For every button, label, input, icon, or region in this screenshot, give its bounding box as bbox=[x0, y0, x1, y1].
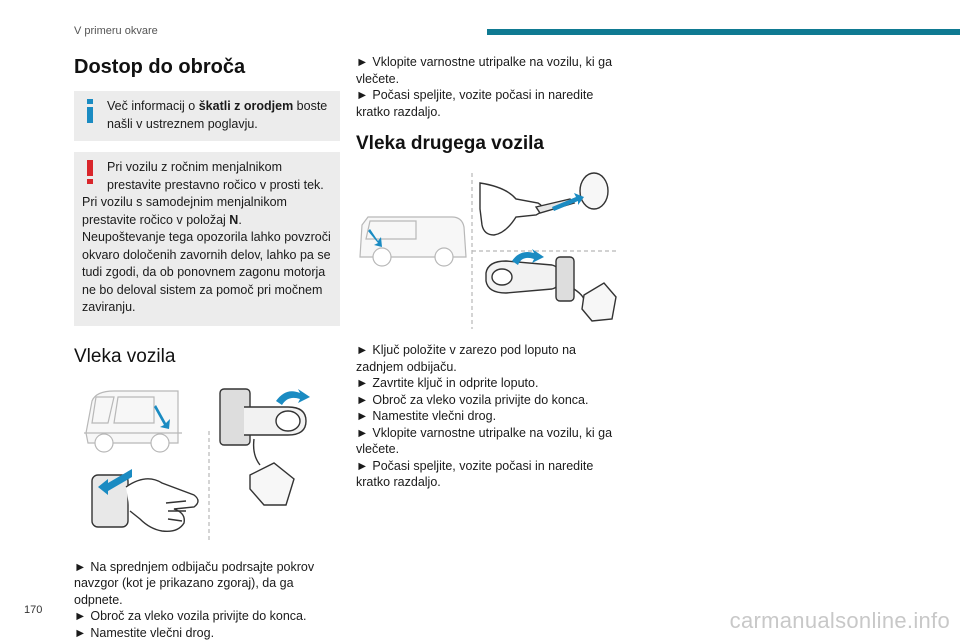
towing-other-steps bbox=[356, 342, 626, 491]
tow-ring-drawing bbox=[220, 389, 306, 505]
info-icon bbox=[86, 99, 94, 129]
warning-text-consequence: Neupoštevanje tega opozorila lahko povzroči okvaro določenih zavornih delov, lahko pa se tudi zgodi, da ob ponovnem zagonu motorja ne bo deloval sistem za pomoč pri močnem zaviranju. bbox=[82, 229, 332, 317]
hand-key-drawing bbox=[480, 173, 608, 235]
intro-step-2: ► Počasi speljite, vozite počasi in naredite kratko razdaljo. bbox=[356, 87, 626, 120]
towing-rear-illustration bbox=[356, 169, 626, 339]
towing-step-2: ► Obroč za vleko vozila privijte do konca. bbox=[74, 608, 340, 625]
rotate-arrow-icon bbox=[276, 389, 310, 405]
warning-icon bbox=[86, 160, 94, 190]
towing-front-illustration bbox=[74, 383, 340, 553]
page-number: 170 bbox=[24, 604, 42, 616]
warning-text-manual: Pri vozilu z ročnim menjalnikom prestavite prestavno ročico v prosti tek. bbox=[107, 159, 332, 194]
warning-text-automatic: Pri vozilu s samodejnim menjalnikom prestavite ročico v položaj N. bbox=[82, 195, 287, 227]
towing-other-step-3: ► Obroč za vleko vozila privijte do konca. bbox=[356, 392, 626, 409]
section-title-towing-other: Vleka drugega vozila bbox=[356, 133, 626, 155]
warning-box bbox=[74, 152, 340, 326]
towing-other-step-4: ► Namestite vlečni drog. bbox=[356, 408, 626, 425]
watermark: carmanualsonline.info bbox=[730, 608, 950, 634]
right-column bbox=[356, 54, 626, 491]
intro-steps bbox=[356, 54, 626, 120]
info-text: Več informacij o škatli z orodjem boste našli v ustreznem poglavju. bbox=[107, 99, 327, 131]
towing-step-3: ► Namestite vlečni drog. bbox=[74, 625, 340, 641]
van-front-drawing bbox=[84, 391, 182, 452]
van-rear-drawing bbox=[360, 217, 466, 266]
towing-step-1: ► Na sprednjem odbijaču podrsajte pokrov navzgor (kot je prikazano zgoraj), da ga odpnete. bbox=[74, 559, 340, 609]
header-accent-bar bbox=[487, 29, 960, 35]
running-header: V primeru okvare bbox=[74, 25, 158, 37]
info-box bbox=[74, 91, 340, 141]
rear-tow-ring-drawing bbox=[486, 257, 616, 321]
towing-steps bbox=[74, 559, 340, 641]
left-column bbox=[74, 52, 340, 641]
towing-other-step-2: ► Zavrtite ključ in odprite loputo. bbox=[356, 375, 626, 392]
towing-other-step-1: ► Ključ položite v zarezo pod loputo na zadnjem odbijaču. bbox=[356, 342, 626, 375]
towing-other-step-6: ► Počasi speljite, vozite počasi in naredite kratko razdaljo. bbox=[356, 458, 626, 491]
towing-other-step-5: ► Vklopite varnostne utripalke na vozilu, ki ga vlečete. bbox=[356, 425, 626, 458]
section-title-ring-access: Dostop do obroča bbox=[74, 56, 340, 79]
section-title-towing: Vleka vozila bbox=[74, 346, 340, 368]
intro-step-1: ► Vklopite varnostne utripalke na vozilu, ki ga vlečete. bbox=[356, 54, 626, 87]
